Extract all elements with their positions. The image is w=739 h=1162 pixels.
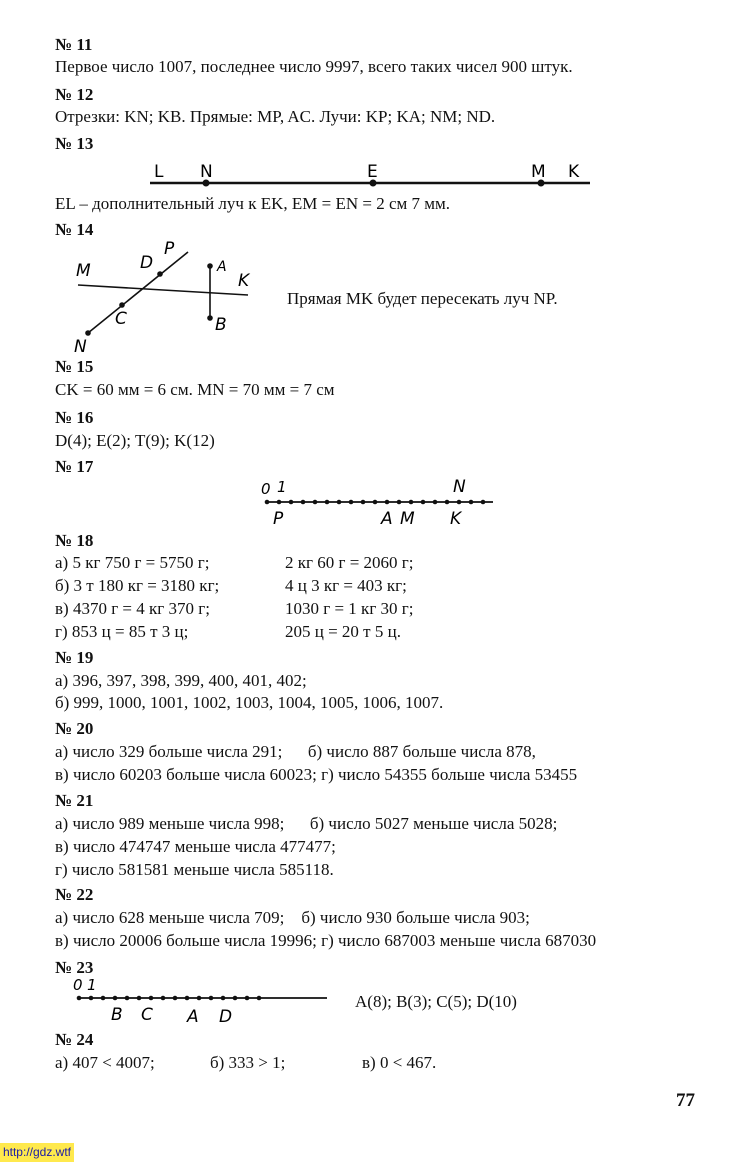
figure-14-lines-diagram: [70, 238, 270, 356]
heading-19: № 19: [55, 648, 94, 667]
fig13-label-e: E: [367, 162, 378, 182]
fig23-label-1: 1: [87, 976, 97, 994]
answer-22-line-2: в) число 20006 больше числа 19996; г) число 687003 меньше числа 687030: [55, 931, 597, 950]
answer-18-right-b: 4 ц 3 кг = 403 кг;: [285, 576, 407, 595]
fig17-label-1: 1: [277, 478, 287, 496]
heading-11: № 11: [55, 35, 93, 54]
fig17-label-p: P: [273, 509, 284, 529]
answer-20-line-1: а) число 329 больше числа 291; б) число 887 больше числа 878,: [55, 742, 536, 761]
fig14-label-p: P: [164, 239, 175, 259]
answer-18-left-d: г) 853 ц = 85 т 3 ц;: [55, 622, 189, 641]
heading-13: № 13: [55, 134, 94, 153]
fig14-label-k: K: [238, 271, 250, 291]
fig13-label-k: K: [568, 162, 580, 182]
answer-11: Первое число 1007, последнее число 9997, всего таких чисел 900 штук.: [55, 57, 573, 76]
fig14-label-c: C: [115, 309, 127, 329]
fig17-label-n: N: [453, 477, 466, 497]
fig13-label-m: M: [531, 162, 546, 182]
fig23-label-b: B: [111, 1005, 123, 1025]
answer-24-b: б) 333 > 1;: [210, 1053, 286, 1072]
answer-13: EL – дополнительный луч к EK, EM = EN = 2 см 7 мм.: [55, 194, 451, 213]
figure-17-number-line: [255, 472, 505, 530]
fig14-label-d: D: [140, 253, 154, 273]
answer-24-c: в) 0 < 467.: [362, 1053, 437, 1072]
answer-21-line-3: г) число 581581 меньше числа 585118.: [55, 860, 334, 879]
answer-19-b: б) 999, 1000, 1001, 1002, 1003, 1004, 1005, 1006, 1007.: [55, 693, 444, 712]
answer-18-left-a: а) 5 кг 750 г = 5750 г;: [55, 553, 210, 572]
heading-24: № 24: [55, 1030, 94, 1049]
heading-12: № 12: [55, 85, 94, 104]
answer-21-line-1: а) число 989 меньше числа 998; б) число 5027 меньше числа 5028;: [55, 814, 558, 833]
answer-12: Отрезки: KN; KB. Прямые: MP, AC. Лучи: KP; KA; NM; ND.: [55, 107, 496, 126]
fig17-label-k: K: [450, 509, 462, 529]
heading-21: № 21: [55, 791, 94, 810]
answer-23: A(8); B(3); C(5); D(10): [355, 992, 517, 1011]
fig17-label-a: A: [381, 509, 393, 529]
fig14-label-n: N: [74, 337, 87, 356]
heading-20: № 20: [55, 719, 94, 738]
fig23-label-0: 0: [73, 976, 83, 994]
fig14-label-b: B: [215, 315, 227, 335]
heading-16: № 16: [55, 408, 94, 427]
answer-16: D(4); E(2); T(9); K(12): [55, 431, 215, 450]
answer-19-a: а) 396, 397, 398, 399, 400, 401, 402;: [55, 671, 307, 690]
answer-18-right-a: 2 кг 60 г = 2060 г;: [285, 553, 414, 572]
fig13-label-l: L: [154, 162, 164, 182]
answer-18-left-b: б) 3 т 180 кг = 3180 кг;: [55, 576, 220, 595]
footer-link[interactable]: http://gdz.wtf: [0, 1143, 74, 1162]
figure-13-ray-diagram: [140, 158, 600, 194]
answer-21-line-2: в) число 474747 меньше числа 477477;: [55, 837, 336, 856]
fig17-label-m: M: [400, 509, 415, 529]
answer-18-right-c: 1030 г = 1 кг 30 г;: [285, 599, 414, 618]
page-number: 77: [676, 1090, 695, 1111]
answer-20-line-2: в) число 60203 больше числа 60023; г) число 54355 больше числа 53455: [55, 765, 578, 784]
fig14-label-a: A: [217, 259, 227, 275]
figure-23-number-line: [65, 974, 335, 1028]
heading-22: № 22: [55, 885, 94, 904]
heading-18: № 18: [55, 531, 94, 550]
heading-15: № 15: [55, 357, 94, 376]
answer-18-right-d: 205 ц = 20 т 5 ц.: [285, 622, 401, 641]
heading-17: № 17: [55, 457, 94, 476]
heading-23: № 23: [55, 958, 94, 977]
fig14-label-m: M: [76, 261, 91, 281]
answer-14: Прямая MK будет пересекать луч NP.: [287, 289, 558, 308]
fig23-label-a: A: [187, 1007, 199, 1027]
answer-22-line-1: а) число 628 меньше числа 709; б) число 930 больше числа 903;: [55, 908, 530, 927]
answer-15: CK = 60 мм = 6 см. MN = 70 мм = 7 см: [55, 380, 335, 399]
fig23-label-d: D: [219, 1007, 233, 1027]
answer-24-a: а) 407 < 4007;: [55, 1053, 155, 1072]
fig13-label-n: N: [200, 162, 213, 182]
fig23-label-c: C: [141, 1005, 153, 1025]
answer-18-left-c: в) 4370 г = 4 кг 370 г;: [55, 599, 210, 618]
heading-14: № 14: [55, 220, 94, 239]
fig17-label-0: 0: [261, 480, 271, 498]
